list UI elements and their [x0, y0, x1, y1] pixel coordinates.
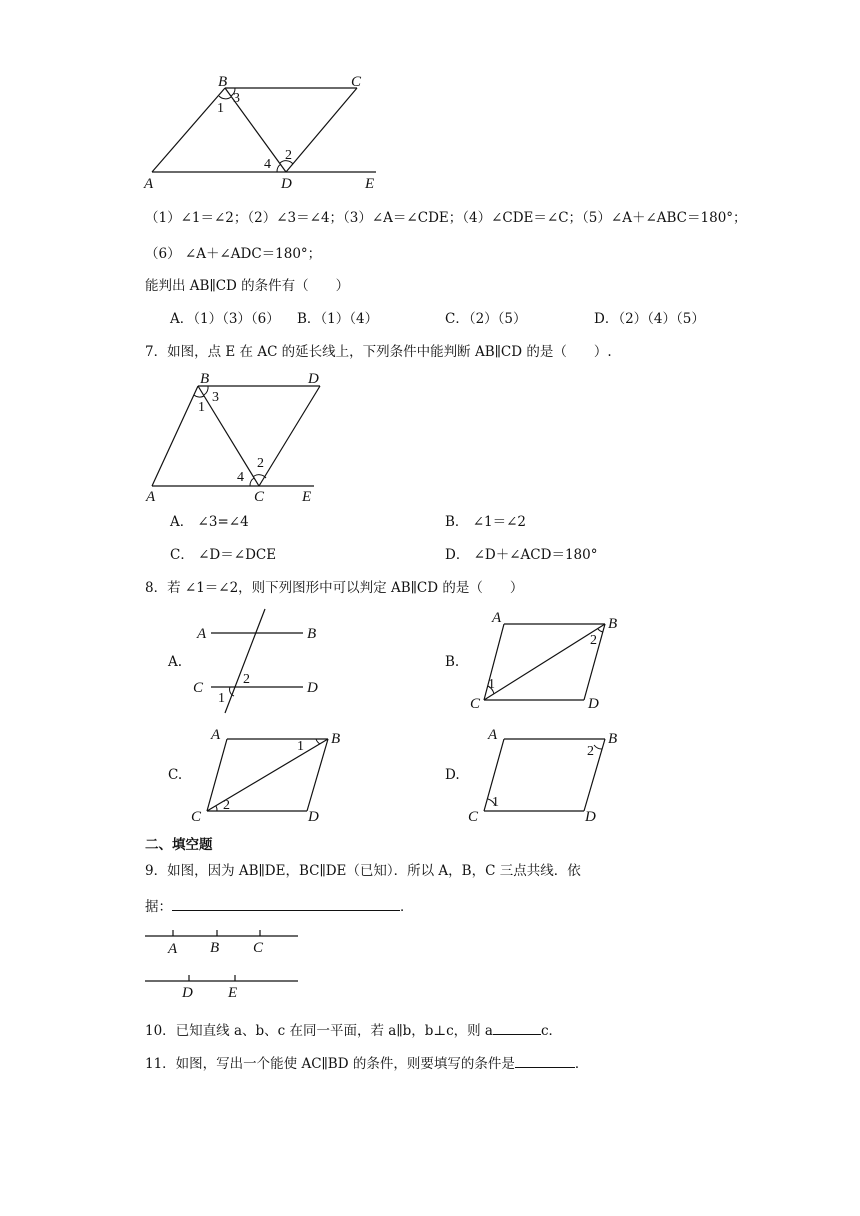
q9-line1: 9．如图，因为 AB∥DE，BC∥DE（已知）．所以 A，B，C 三点共线．依	[145, 863, 581, 879]
q8d-angle-1: 1	[492, 795, 499, 810]
q9-label-C: C	[253, 940, 264, 956]
q8a-label-D: D	[307, 680, 318, 696]
q9-label-B: B	[210, 940, 220, 956]
q8d-label-D: D	[585, 809, 596, 825]
fig1-label-B: B	[218, 74, 228, 90]
q6-question: 能判出 AB∥CD 的条件有（ ）	[145, 278, 350, 294]
q10-prefix: 10．已知直线 a、b、c 在同一平面，若 a∥b，b⊥c，则 a	[145, 1023, 493, 1039]
q8c-label-B: B	[331, 731, 341, 747]
q7-option-b[interactable]: B． ∠1＝∠2	[445, 514, 527, 530]
q8c-angle-2: 2	[223, 798, 230, 813]
fig2-angle-1: 1	[198, 400, 205, 415]
q8-option-b-label[interactable]: B.	[445, 654, 460, 670]
q8d-label-A: A	[488, 727, 498, 743]
q8b-label-B: B	[608, 616, 618, 632]
q11-line	[145, 1053, 588, 1074]
q7-option-a[interactable]: A． ∠3=∠4	[170, 514, 249, 530]
q9-label-D: D	[182, 985, 193, 1001]
section-title-fill-in: 二、填空题	[145, 837, 213, 853]
fig2-label-E: E	[302, 489, 312, 505]
q9-label-E: E	[228, 985, 238, 1001]
fig2-angle-3: 3	[212, 390, 219, 405]
q8b-label-D: D	[588, 696, 599, 712]
q8b-label-A: A	[492, 610, 502, 626]
q8a-angle-2: 2	[243, 672, 250, 687]
fig1-angle-2: 2	[285, 148, 292, 163]
q6-option-a[interactable]: A．（1）（3）（6）	[170, 311, 280, 327]
q8-stem: 8．若 ∠1＝∠2，则下列图形中可以判定 AB∥CD 的是（ ）	[145, 580, 524, 596]
q8d-label-B: B	[608, 731, 618, 747]
q8a-label-A: A	[197, 626, 207, 642]
fig2-label-C: C	[254, 489, 265, 505]
q9-label-A: A	[168, 941, 178, 957]
q8c-angle-1: 1	[297, 739, 304, 754]
fig1-angle-4: 4	[264, 157, 271, 172]
q8b-label-C: C	[470, 696, 481, 712]
q9-answer-blank[interactable]	[172, 896, 400, 911]
fig2-angle-2: 2	[257, 456, 264, 471]
q11-prefix: 11．如图，写出一个能使 AC∥BD 的条件，则要填写的条件是	[145, 1056, 515, 1072]
q6-option-b[interactable]: B．（1）（4）	[297, 311, 379, 327]
q8-option-a-label[interactable]: A.	[168, 654, 183, 670]
fig1-label-C: C	[351, 74, 362, 90]
q6-option-d[interactable]: D．（2）（4）（5）	[594, 311, 705, 327]
fig2-label-A: A	[146, 489, 156, 505]
q8-option-d-label[interactable]: D.	[445, 767, 460, 783]
q9-suffix: ．	[400, 899, 414, 915]
q10-answer-blank[interactable]	[493, 1020, 541, 1035]
fig2-label-B: B	[200, 371, 210, 387]
q10-line	[145, 1020, 562, 1041]
q8c-label-C: C	[191, 809, 202, 825]
q8c-label-D: D	[308, 809, 319, 825]
q8b-angle-1: 1	[488, 677, 495, 692]
q6-conditions-line2: （6） ∠A＋∠ADC＝180°；	[145, 246, 322, 262]
q8a-angle-1: 1	[218, 691, 225, 706]
fig2-label-D: D	[308, 371, 319, 387]
q7-option-c[interactable]: C． ∠D＝∠DCE	[170, 547, 277, 563]
q8-figure-b[interactable]	[462, 608, 632, 713]
q11-suffix: ．	[574, 1056, 589, 1072]
q8-option-c-label[interactable]: C.	[168, 767, 183, 783]
q6-option-c[interactable]: C．（2）（5）	[445, 311, 527, 327]
q8-figure-a[interactable]	[185, 603, 335, 718]
q8d-label-C: C	[468, 809, 479, 825]
q8-figure-d[interactable]	[462, 723, 632, 828]
q8d-angle-2: 2	[587, 744, 594, 759]
figure-q9	[140, 925, 310, 1005]
fig1-label-A: A	[144, 176, 154, 192]
q9-prefix: 据：	[145, 899, 172, 915]
q7-stem: 7．如图，点 E 在 AC 的延长线上，下列条件中能判断 AB∥CD 的是（ ）.	[145, 344, 612, 360]
fig1-angle-1: 1	[217, 101, 224, 116]
figure-q7	[140, 366, 340, 506]
q9-line2	[145, 896, 414, 917]
q8c-label-A: A	[211, 727, 221, 743]
q8-figure-c[interactable]	[185, 723, 355, 828]
fig1-angle-3: 3	[233, 91, 240, 106]
fig2-angle-4: 4	[237, 470, 244, 485]
q6-conditions-line1: （1）∠1＝∠2；（2）∠3＝∠4；（3）∠A＝∠CDE；（4）∠CDE＝∠C；（5）∠A＋∠ABC＝180°；	[145, 210, 747, 226]
q8b-angle-2: 2	[590, 633, 597, 648]
q8a-label-B: B	[307, 626, 317, 642]
figure-q6	[140, 70, 390, 195]
q10-suffix: c．	[540, 1023, 563, 1039]
q11-answer-blank[interactable]	[515, 1053, 575, 1068]
fig1-label-D: D	[281, 176, 292, 192]
q7-option-d[interactable]: D． ∠D＋∠ACD＝180°	[445, 547, 598, 563]
q8a-label-C: C	[193, 680, 204, 696]
fig1-label-E: E	[365, 176, 375, 192]
